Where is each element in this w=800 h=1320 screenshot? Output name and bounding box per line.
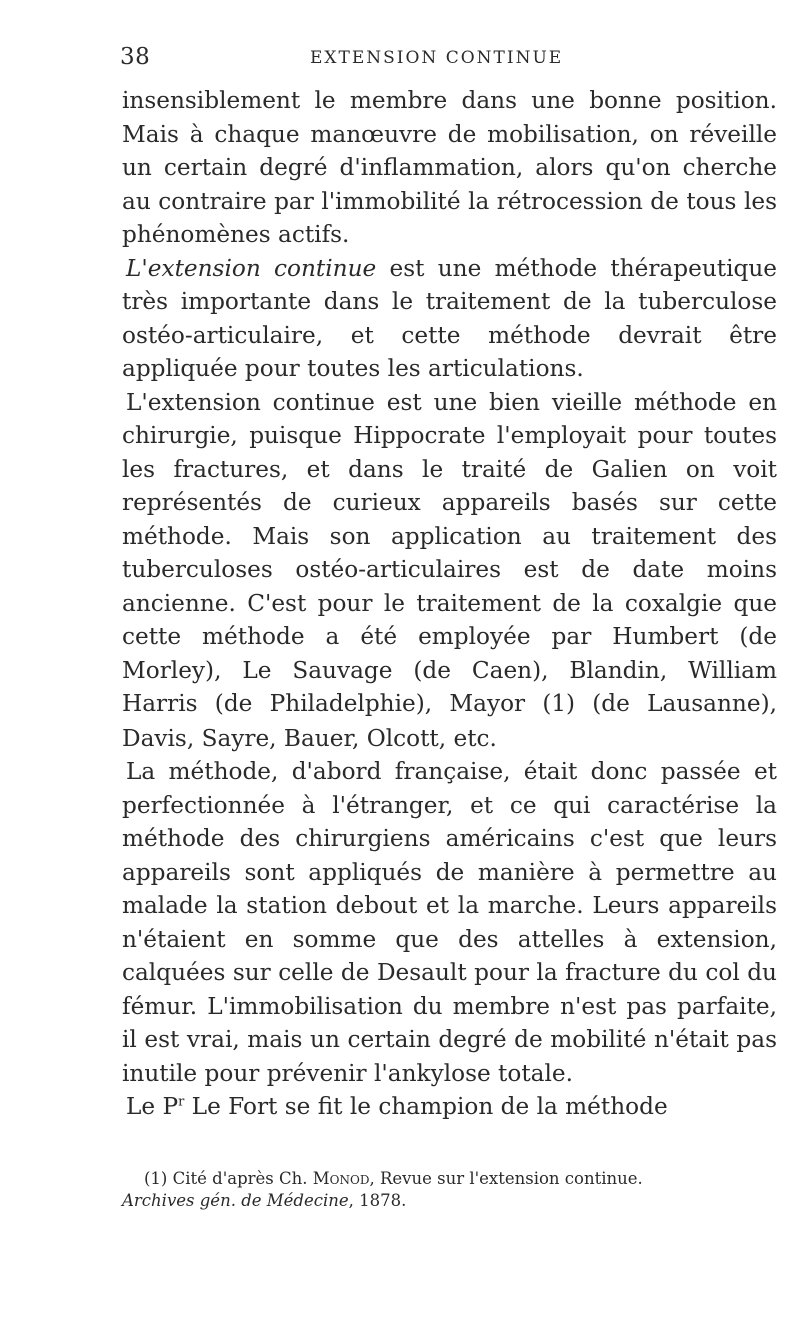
- paragraph-text: est une méthode thérapeutique très importante dans le traitement de la tuberculose ostéo-articulaire, et cette méthode devrait être appliquée pour toutes les articulations.: [122, 254, 777, 382]
- paragraph: [122, 252, 777, 386]
- footnote-author: Monod: [312, 1169, 370, 1188]
- paragraph: [122, 386, 777, 756]
- italic-term: extension continue: [147, 254, 377, 282]
- footnote-marker: (1): [144, 1169, 168, 1188]
- page-number: 38: [120, 44, 151, 70]
- footnote-text: , Revue sur l'extension continue.: [369, 1169, 643, 1188]
- paragraph: [122, 84, 777, 252]
- footnote-year: , 1878.: [348, 1191, 407, 1210]
- paragraph-article: L': [126, 254, 148, 282]
- footnote: [122, 1168, 777, 1212]
- footnote-text: Cité d'après Ch.: [167, 1169, 313, 1188]
- body-text: [122, 84, 777, 1124]
- paragraph-lead: Le P: [126, 1093, 179, 1120]
- paragraph: [122, 1090, 777, 1124]
- paragraph: [122, 755, 777, 1090]
- page-header: [120, 44, 780, 74]
- footnote-line: [122, 1168, 777, 1190]
- superscript: r: [178, 1094, 185, 1110]
- paragraph-text: insensiblement le membre dans une bonne position. Mais à chaque manœuvre de mobilisation, on réveille un certain degré d'inflammation, alors qu'on cherche au contraire par l'immobilité la rétrocession de tous les phénomènes actifs.: [122, 87, 777, 248]
- paragraph-text: (de Lausanne), Davis, Sayre, Bauer, Olcott, etc.: [122, 690, 777, 752]
- paragraph-text: L'extension continue est une bien vieille méthode en chirurgie, puisque Hippocrate l'employait pour toutes les fractures, et dans le traité de Galien on voit représentés de curieux appareils basés sur cette méthode. Mais son application au traitement des tuberculoses ostéo-articulaires est de date moins ancienne. C'est pour le traitement de la coxalgie que cette méthode a été employée par Humbert (de Morley), Le Sauvage (de Caen), Blandin, William Harris (de Philadelphie), Mayor: [122, 388, 777, 717]
- footnote-journal: Archives gén. de Médecine: [122, 1191, 349, 1210]
- running-head: EXTENSION CONTINUE: [310, 48, 564, 68]
- paragraph-text: La méthode, d'abord française, était donc passée et perfectionnée à l'étranger, et ce qui caractérise la méthode des chirurgiens américains c'est que leurs appareils sont appliqués de manière à permettre au malade la station debout et la marche. Leurs appareils n'étaient en somme que des attelles à extension, calquées sur celle de Desault pour la fracture du col du fémur. L'immobilisation du membre n'est pas parfaite, il est vrai, mais un certain degré de mobilité n'était pas inutile pour prévenir l'ankylose totale.: [122, 758, 777, 1087]
- paragraph-text: Le Fort se fit le champion de la méthode: [184, 1093, 668, 1120]
- footnote-reference: (1): [542, 691, 575, 717]
- footnote-line: [122, 1190, 777, 1212]
